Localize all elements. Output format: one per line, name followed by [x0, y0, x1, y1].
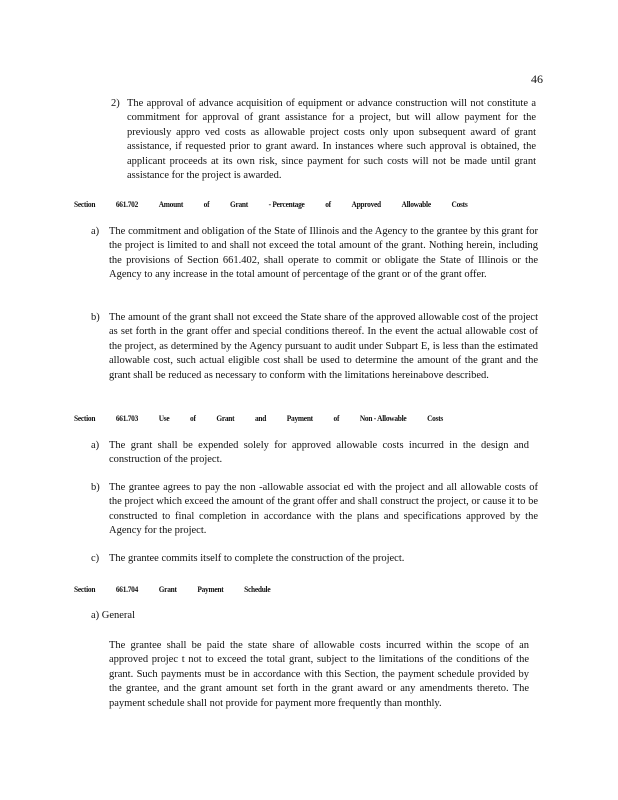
item-text: The grantee commits itself to complete the construction of the project. [109, 553, 405, 564]
item-label: a) [91, 440, 100, 451]
item-text: The grant shall be expended solely for approved allowable costs incurred in the design and construction of the project. [109, 440, 529, 466]
page-number: 46 [531, 72, 543, 86]
item-text: The approval of advance acquisition of equipment or advance construction will not constitute a commitment for approval of grant assistance for a project, but will allow payment for the previously appro ved costs as allowable project costs only upon subsequent award of grant assistance, if requested prior to grant award. In instances where such approval is obtained, the applicant proceeds at its own risk, since payment for such costs will not be made until grant assistance for the project is awarded. [127, 98, 536, 182]
body-paragraph: The grantee shall be paid the state share of allowable costs incurred within the scope of an approved projec t not to exceed the total grant, subject to the limitations of the conditions of the grant. Such payments must be in accordance with this Section, the payment schedule provided by the grantee, and the grant amount set forth in the grant award or any amendments thereto. The payment schedule shall not provide for payment more frequently than monthly. [109, 640, 529, 709]
section-heading-661-702: Section 661.702 Amount of Grant - Percentage of Approved Allowable Costs [74, 199, 468, 209]
item-text: The commitment and obligation of the State of Illinois and the Agency to the grantee by this grant for the project is limited to and shall not exceed the total amount of the grant. Nothing herein, including the provisions of Section 661.402, shall operate to commit or obligate the State of Illinois or the Agency to any increase in the total amount of percentage of the grant or of the grant offer. [109, 226, 538, 281]
item-label: c) [91, 553, 100, 564]
item-text: The amount of the grant shall not exceed the State share of the approved allowable cost of the project as set forth in the grant offer and special conditions thereof. In the event the actual allowable cost of the project, as determined by the Agency pursuant to audit under Subpart E, is less than the estimated allowable cost, such actual eligible cost shall be used to determine the amount of the grant and the grant shall be reduced as necessary to conform with the limitations hereinabove described. [109, 312, 538, 381]
section-heading-661-703: Section 661.703 Use of Grant and Payment of Non - Allowable Costs [74, 413, 444, 423]
section-heading-661-704: Section 661.704 Grant Payment Schedule [74, 584, 271, 594]
item-text: The grantee agrees to pay the non -allowable associat ed with the project and all allowable costs of the project which exceed the amount of the grant offer and shall construct the project, or cause it to be constructed to final completion in accordance with the plans and specifications approved by the Agency for the project. [109, 482, 538, 537]
subsection-heading: a) General [91, 610, 136, 621]
item-label: b) [91, 482, 100, 493]
item-label: 2) [111, 98, 120, 109]
item-label: a) [91, 226, 100, 237]
item-label: b) [91, 312, 100, 323]
